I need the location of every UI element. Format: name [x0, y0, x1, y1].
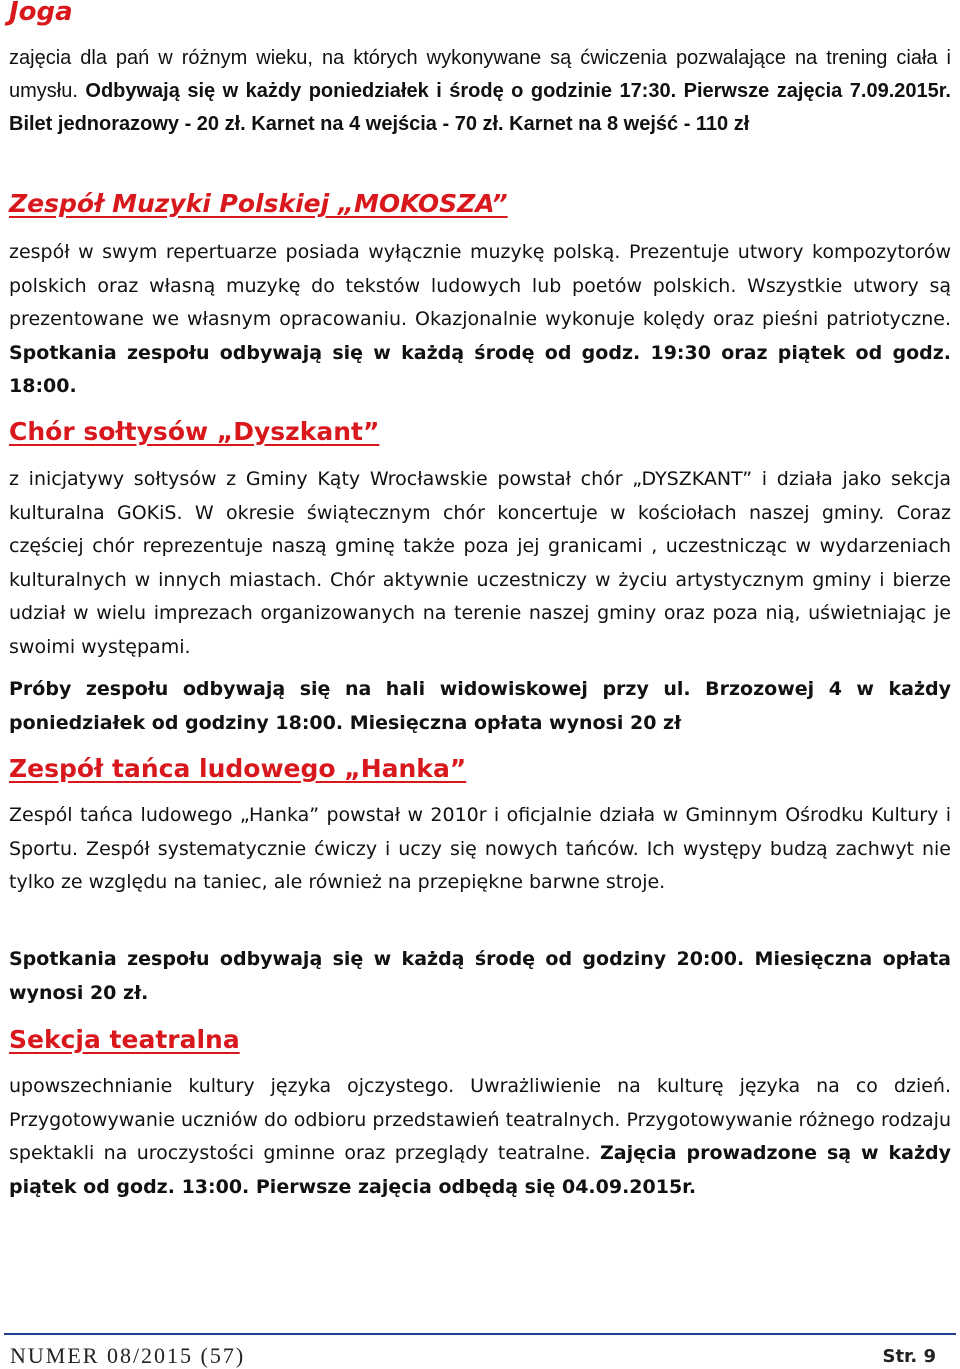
section-title-teatr: Sekcja teatralna	[9, 1025, 240, 1054]
dyszkant-description: z inicjatywy sołtysów z Gminy Kąty Wrocławskie powstał chór „DYSZKANT” i działa jako sekcja kulturalna GOKiS. W okresie świątecznym chór koncertuje w kościołach naszej gminy. Coraz częściej chór reprezentuje naszą gminę także poza jej granicami , uczestnicząc w wydarzeniach kulturalnych w innych miastach. Chór aktywnie uczestniczy w życiu artystycznym gminy i bierze udział w wielu imprezach organizowanych na terenie naszej gminy oraz poza nią, uświetniając je swoimi występami.	[9, 468, 951, 658]
footer-page-number: Str. 9	[882, 1346, 936, 1367]
section-title-joga: Joga	[9, 0, 73, 27]
footer-rule	[4, 1333, 956, 1335]
joga-intro: zajęcia dla pań w różnym wieku, na których wykonywane są ćwiczenia pozwalające na trening ciała i umysłu.	[9, 47, 951, 102]
section-title-dyszkant: Chór sołtysów „Dyszkant”	[9, 417, 380, 446]
joga-schedule: Odbywają się w każdy poniedziałek i środę o godzinie 17:30. Pierwsze zajęcia 7.09.2015r. Bilet jednorazowy - 20 zł. Karnet na 4 wejścia - 70 zł. Karnet na 8 wejść - 110 zł	[9, 80, 951, 135]
mokosza-description	[9, 236, 951, 404]
mokosza-intro: zespół w swym repertuarze posiada wyłącznie muzykę polską.	[9, 241, 621, 263]
joga-description	[9, 42, 951, 141]
section-title-hanka: Zespół tańca ludowego „Hanka”	[9, 754, 467, 783]
hanka-description: Zespól tańca ludowego „Hanka” powstał w 2010r i oficjalnie działa w Gminnym Ośrodku Kultury i Sportu. Zespół systematycznie ćwiczy i uczy się nowych tańców. Ich występy budzą zachwyt nie tylko ze względu na taniec, ale również na przepiękne barwne stroje.	[9, 804, 951, 893]
mokosza-schedule: Spotkania zespołu odbywają się w każdą środę od godz. 19:30 oraz piątek od godz. 18:00.	[9, 341, 951, 397]
hanka-schedule: Spotkania zespołu odbywają się w każdą środę od godziny 20:00. Miesięczna opłata wynosi 20 zł.	[9, 948, 951, 1004]
section-title-mokosza: Zespół Muzyki Polskiej „MOKOSZA”	[9, 189, 508, 218]
teatr-description	[9, 1070, 951, 1204]
mokosza-details: Prezentuje utwory kompozytorów polskich oraz własną muzykę do tekstów ludowych lub poetów polskich. Wszystkie utwory są prezentowane we własnym opracowaniu. Okazjonalnie wykonuje kolędy oraz pieśni patriotyczne.	[9, 241, 951, 330]
dyszkant-schedule: Próby zespołu odbywają się na hali widowiskowej przy ul. Brzozowej 4 w każdy poniedziałek od godziny 18:00. Miesięczna opłata wynosi 20 zł	[9, 678, 951, 734]
page-footer	[0, 1333, 960, 1369]
teatr-schedule: Zajęcia prowadzone są w każdy piątek od godz. 13:00. Pierwsze zajęcia odbędą się 04.09.2015r.	[9, 1142, 951, 1198]
teatr-intro: upowszechnianie kultury języka ojczystego. Uwrażliwienie na kulturę języka na co dzień. Przygotowywanie uczniów do odbioru przedstawień teatralnych. Przygotowywanie różnego rodzaju spektakli na uroczystości gminne oraz przeglądy teatralne.	[9, 1075, 951, 1164]
footer-issue-number: NUMER 08/2015 (57)	[10, 1343, 246, 1368]
